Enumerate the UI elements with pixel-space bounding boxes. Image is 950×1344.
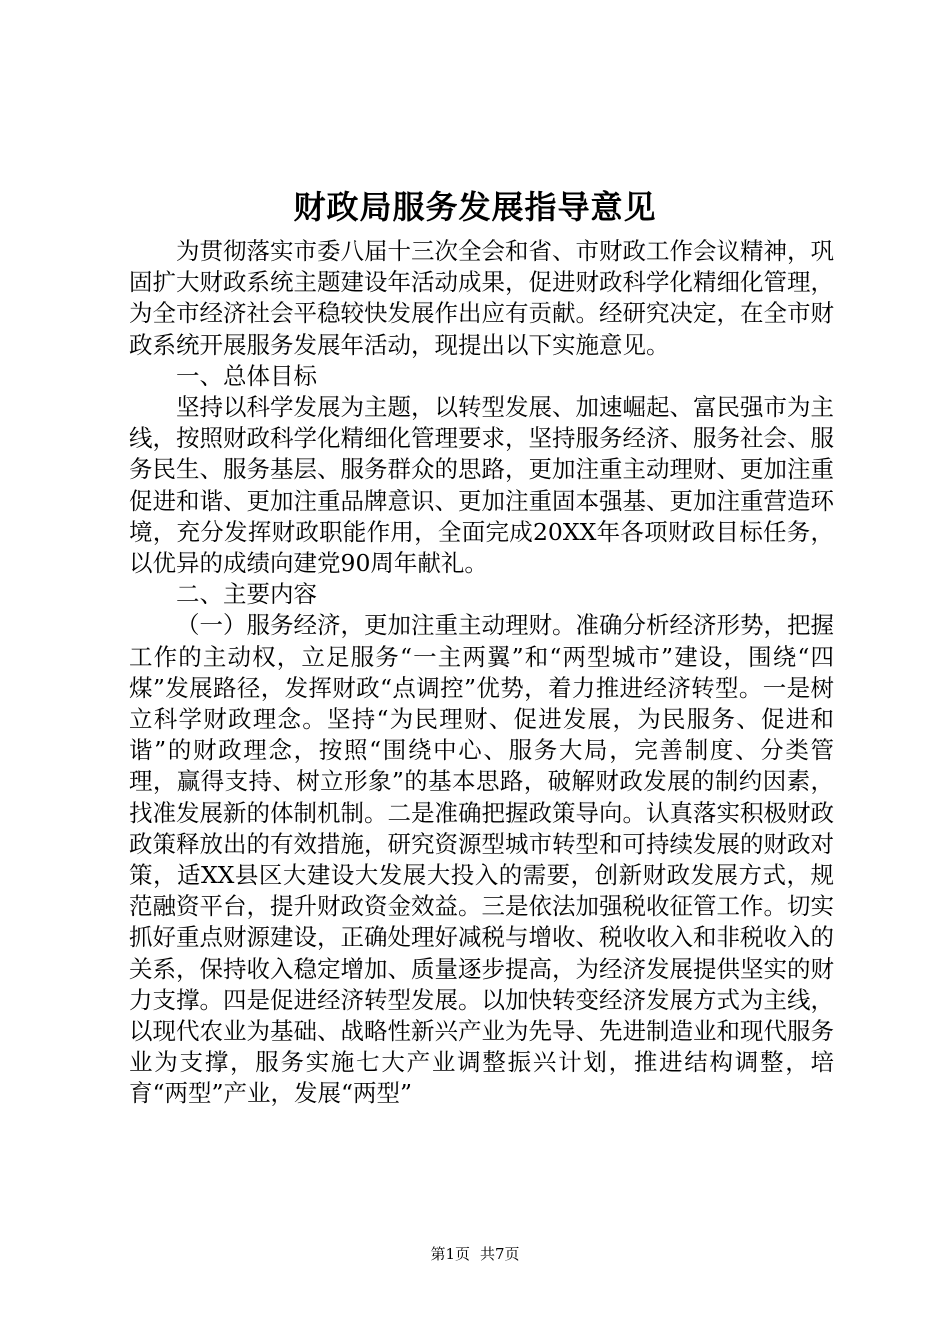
paragraph-overall-goals: 坚持以科学发展为主题，以转型发展、加速崛起、富民强市为主线，按照财政科学化精细化管理要求，坚持服务经济、服务社会、服务民生、服务基层、服务群众的思路，更加注重主动理财、更加注重促进和谐、更加注重品牌意识、更加注重固本强基、更加注重营造环境，充分发挥财政职能作用，全面完成20XX年各项财政目标任务，以优异的成绩向建党90周年献礼。 (129, 393, 834, 578)
section-heading-overall-goals: 一、总体目标 (176, 361, 317, 390)
paragraph-main-content: （一）服务经济，更加注重主动理财。准确分析经济形势，把握工作的主动权，立足服务“一主两翼”和“两型城市”建设，围绕“四煤”发展路径，发挥财政“点调控”优势，着力推进经济转型。一是树立科学财政理念。坚持“为民理财、促进发展，为民服务、促进和谐”的财政理念，按照“围绕中心、服务大局，完善制度、分类管理，赢得支持、树立形象”的基本思路，破解财政发展的制约因素，找准发展新的体制机制。二是准确把握政策导向。认真落实积极财政政策释放出的有效措施，研究资源型城市转型和可持续发展的财政对策，适XX县区大建设大发展大投入的需要，创新财政发展方式，规范融资平台，提升财政资金效益。三是依法加强税收征管工作。切实抓好重点财源建设，正确处理好减税与增收、税收收入和非税收入的关系，保持收入稳定增加、质量逐步提高，为经济发展提供坚实的财力支撑。四是促进经济转型发展。以加快转变经济发展方式为主线，以现代农业为基础、战略性新兴产业为先导、先进制造业和现代服务业为支撑，服务实施七大产业调整振兴计划，推进结构调整，培育“两型”产业，发展“两型” (129, 611, 834, 1108)
document-body (129, 236, 834, 1110)
paragraph-intro: 为贯彻落实市委八届十三次全会和省、市财政工作会议精神，巩固扩大财政系统主题建设年活动成果，促进财政科学化精细化管理，为全市经济社会平稳较快发展作出应有贡献。经研究决定，在全市财政系统开展服务发展年活动，现提出以下实施意见。 (129, 237, 834, 359)
document-title: 财政局服务发展指导意见 (293, 188, 657, 226)
page-total: 共7页 (480, 1245, 520, 1263)
section-heading-main-content: 二、主要内容 (176, 580, 317, 609)
page-footer (0, 1244, 950, 1264)
page-number: 第1页 (430, 1245, 470, 1263)
